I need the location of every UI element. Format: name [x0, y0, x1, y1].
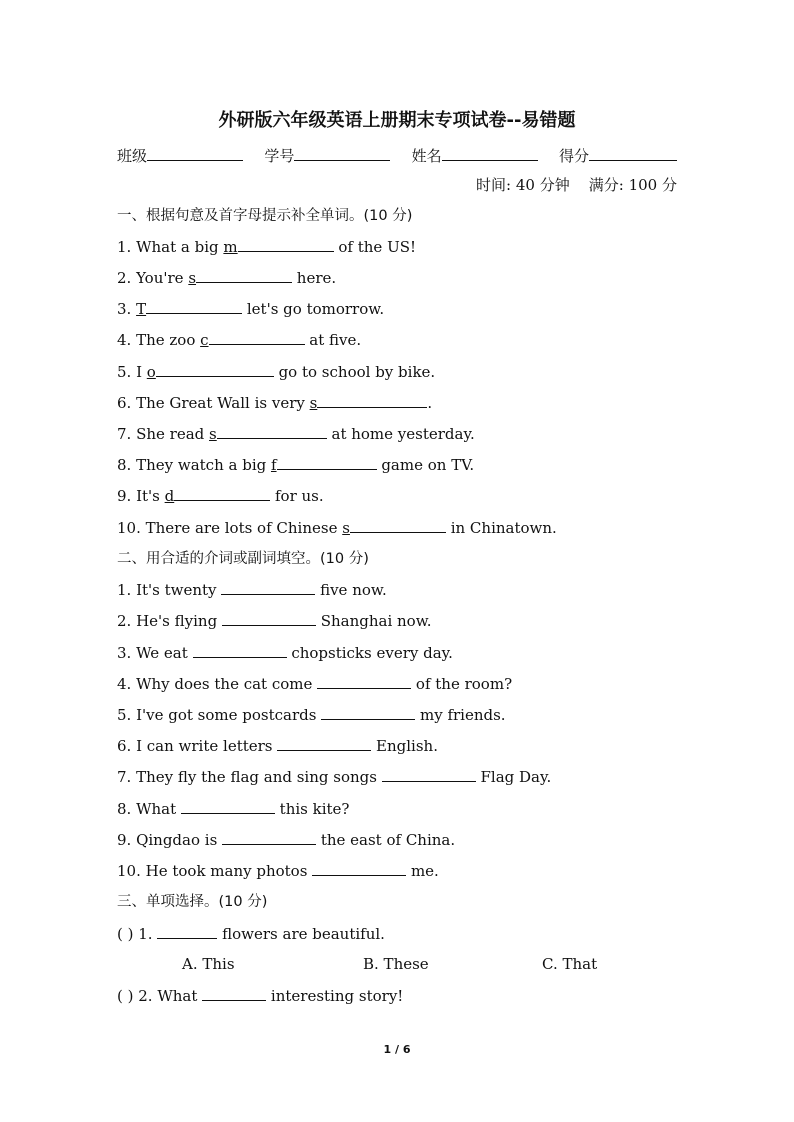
answer-blank[interactable] [317, 674, 411, 689]
section1-item: 8. They watch a big f game on TV. [117, 456, 475, 474]
page-number: 1 / 6 [383, 1043, 411, 1056]
section3-question-1: ( ) 1. flowers are beautiful. [117, 925, 385, 943]
section1-item: 9. It's d for us. [117, 487, 324, 505]
name-label: 姓名 [411, 147, 442, 165]
answer-blank[interactable] [146, 299, 242, 314]
section1-item: 6. The Great Wall is very s . [117, 394, 433, 412]
section3-question-2: ( ) 2. What interesting story! [117, 987, 404, 1005]
name-blank[interactable] [442, 144, 538, 161]
answer-blank[interactable] [317, 393, 427, 408]
answer-blank[interactable] [174, 486, 270, 501]
section1-item: 5. I o go to school by bike. [117, 363, 436, 381]
answer-blank[interactable] [382, 767, 476, 782]
section1-item: 2. You're s here. [117, 269, 337, 287]
answer-blank[interactable] [202, 986, 266, 1001]
name-field [412, 144, 538, 166]
answer-blank[interactable] [196, 268, 292, 283]
section2-item: 6. I can write letters English. [117, 737, 438, 755]
section2-item: 7. They fly the flag and sing songs Flag Day. [117, 768, 552, 786]
answer-blank[interactable] [193, 643, 287, 658]
section2-item: 1. It's twenty five now. [117, 581, 387, 599]
answer-blank[interactable] [217, 424, 327, 439]
answer-blank[interactable] [277, 736, 371, 751]
score-blank[interactable] [589, 144, 677, 161]
id-label: 学号 [264, 147, 295, 165]
answer-blank[interactable] [181, 799, 275, 814]
answer-blank[interactable] [277, 455, 377, 470]
option-b[interactable]: B. These [363, 955, 429, 973]
section2-item: 5. I've got some postcards my friends. [117, 706, 506, 724]
answer-blank[interactable] [238, 237, 334, 252]
answer-blank[interactable] [157, 924, 217, 939]
option-a[interactable]: A. This [182, 955, 235, 973]
class-field [117, 144, 243, 166]
section1-heading: 一、根据句意及首字母提示补全单词。(10 分) [117, 208, 413, 224]
answer-blank[interactable] [222, 830, 316, 845]
student-info-row [117, 144, 677, 166]
section2-item: 9. Qingdao is the east of China. [117, 831, 456, 849]
answer-blank[interactable] [312, 861, 406, 876]
section1-item: 10. There are lots of Chinese s in Chinatown. [117, 519, 557, 537]
score-label: 得分 [558, 147, 589, 165]
answer-blank[interactable] [209, 330, 305, 345]
section2-heading: 二、用合适的介词或副词填空。(10 分) [117, 551, 369, 567]
section2-item: 4. Why does the cat come of the room? [117, 675, 513, 693]
id-blank[interactable] [294, 144, 390, 161]
section2-item: 3. We eat chopsticks every day. [117, 644, 453, 662]
section2-item: 10. He took many photos me. [117, 862, 439, 880]
score-field [559, 144, 677, 166]
section1-item: 3. T let's go tomorrow. [117, 300, 385, 318]
section1-item: 4. The zoo c at five. [117, 331, 362, 349]
option-c[interactable]: C. That [542, 955, 598, 973]
class-label: 班级 [117, 147, 148, 165]
section2-item: 8. What this kite? [117, 800, 350, 818]
section1-item: 7. She read s at home yesterday. [117, 425, 475, 443]
answer-blank[interactable] [222, 611, 316, 626]
answer-blank[interactable] [156, 362, 274, 377]
answer-blank[interactable] [221, 580, 315, 595]
class-blank[interactable] [147, 144, 243, 161]
answer-blank[interactable] [321, 705, 415, 720]
exam-meta: 时间: 40 分钟 满分: 100 分 [476, 176, 677, 194]
section1-item: 1. What a big m of the US! [117, 238, 417, 256]
section2-item: 2. He's flying Shanghai now. [117, 612, 432, 630]
id-field [264, 144, 390, 166]
answer-paren[interactable]: ( ) [117, 987, 134, 1005]
page-title: 外研版六年级英语上册期末专项试卷--易错题 [218, 110, 576, 131]
section3-heading: 三、单项选择。(10 分) [117, 894, 268, 910]
answer-blank[interactable] [350, 518, 446, 533]
answer-paren[interactable]: ( ) [117, 925, 134, 943]
